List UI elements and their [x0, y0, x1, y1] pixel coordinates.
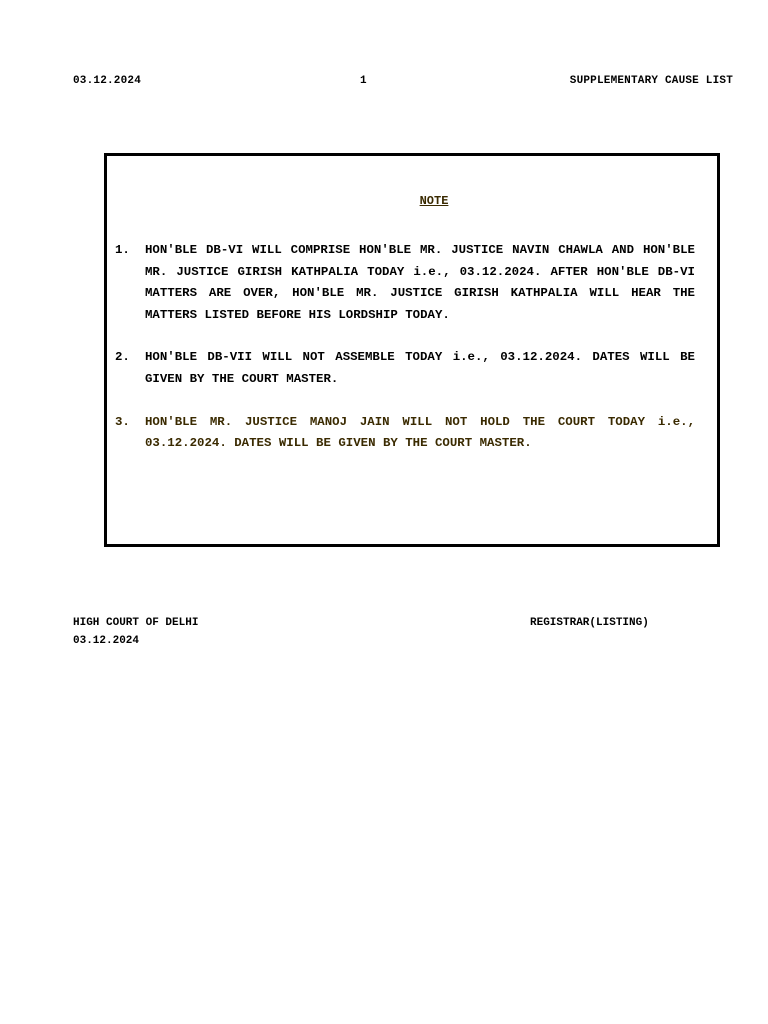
- signatory: REGISTRAR(LISTING): [530, 617, 649, 629]
- note-item: [115, 347, 695, 390]
- list-title: SUPPLEMENTARY CAUSE LIST: [569, 75, 733, 87]
- court-name: HIGH COURT OF DELHI: [73, 617, 199, 629]
- note-item: [115, 240, 695, 326]
- header-date: 03.12.2024: [73, 75, 142, 87]
- note-item-text: HON'BLE DB-VI WILL COMPRISE HON'BLE MR. JUSTICE NAVIN CHAWLA AND HON'BLE MR. JUSTICE GIRISH KATHPALIA TODAY i.e., 03.12.2024. AFTER HON'BLE DB-VI MATTERS ARE OVER, HON'BLE MR. JUSTICE GIRISH KATHPALIA WILL HEAR THE MATTERS LISTED BEFORE HIS LORDSHIP TODAY.: [145, 243, 695, 322]
- note-item-number: 2.: [115, 350, 130, 365]
- footer-date: 03.12.2024: [73, 635, 140, 647]
- note-title: NOTE: [419, 194, 449, 208]
- note-item-text: HON'BLE DB-VII WILL NOT ASSEMBLE TODAY i.e., 03.12.2024. DATES WILL BE GIVEN BY THE COURT MASTER.: [145, 350, 695, 386]
- note-item-number: 3.: [115, 414, 130, 429]
- note-item: [115, 412, 695, 455]
- page-number: 1: [360, 75, 367, 87]
- note-item-number: 1.: [115, 243, 130, 257]
- note-item-text: HON'BLE MR. JUSTICE MANOJ JAIN WILL NOT HOLD THE COURT TODAY i.e., 03.12.2024. DATES WILL BE GIVEN BY THE COURT MASTER.: [145, 414, 695, 451]
- note-box: [104, 153, 720, 547]
- note-items: [115, 240, 695, 476]
